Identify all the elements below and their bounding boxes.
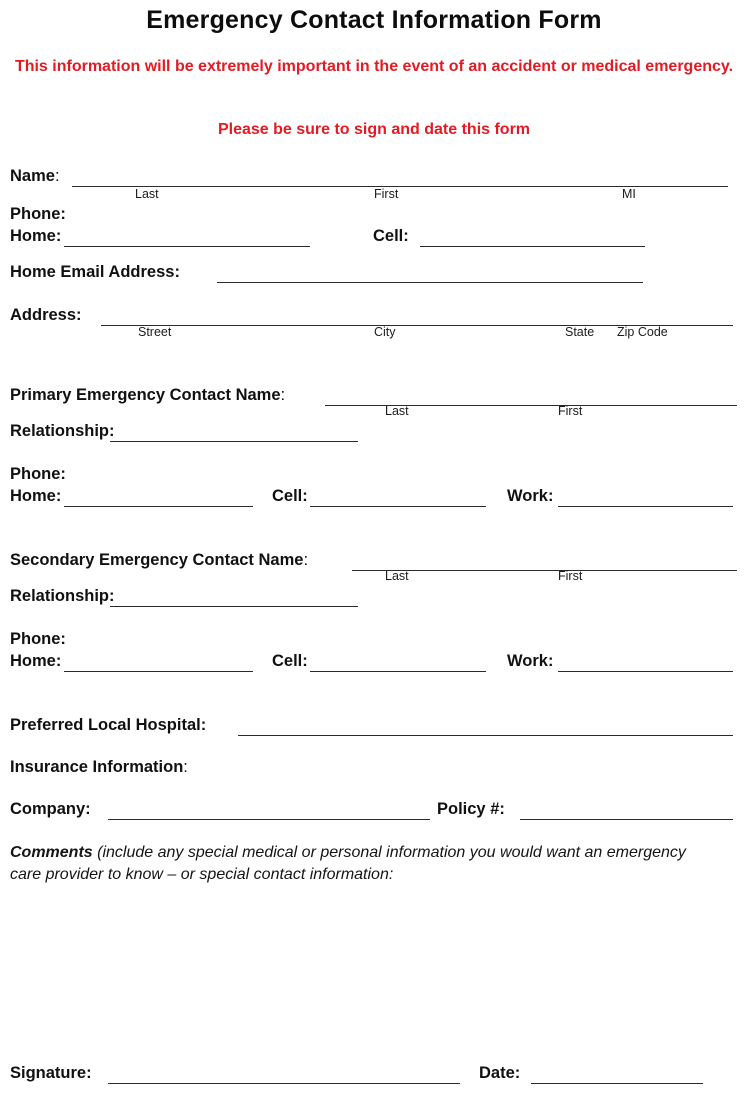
name-label-colon: : bbox=[54, 167, 60, 185]
secondary-contact-label-colon: : bbox=[303, 551, 309, 569]
secondary-cell-label: Cell: bbox=[272, 652, 308, 670]
email-field-line[interactable] bbox=[217, 262, 643, 283]
primary-contact-name-row bbox=[0, 385, 748, 406]
policy-field-line[interactable] bbox=[520, 799, 733, 820]
secondary-contact-name-row bbox=[0, 550, 748, 571]
primary-home-field-line[interactable] bbox=[64, 486, 253, 507]
warning-text: This information will be extremely important in the event of an accident or medical emergency. bbox=[14, 58, 734, 75]
address-row bbox=[0, 305, 748, 326]
policy-label: Policy #: bbox=[437, 800, 505, 818]
secondary-work-label: Work: bbox=[507, 652, 554, 670]
primary-cell-field-line[interactable] bbox=[310, 486, 486, 507]
primary-phone-header-row bbox=[0, 464, 748, 485]
primary-cell-label: Cell: bbox=[272, 487, 308, 505]
email-label: Home Email Address: bbox=[10, 263, 180, 281]
insurance-header-row bbox=[0, 757, 748, 778]
phone-header-row bbox=[0, 204, 748, 225]
address-sublabel-street: Street bbox=[138, 325, 172, 339]
address-sublabel-zip: Zip Code bbox=[617, 325, 668, 339]
secondary-work-field-line[interactable] bbox=[558, 651, 733, 672]
cell-phone-label: Cell: bbox=[373, 227, 409, 245]
home-phone-field-line[interactable] bbox=[64, 226, 310, 247]
date-field-line[interactable] bbox=[531, 1063, 703, 1084]
primary-relationship-label: Relationship: bbox=[10, 422, 115, 440]
secondary-contact-label-text: Secondary Emergency Contact Name bbox=[10, 551, 304, 569]
primary-home-label: Home: bbox=[10, 487, 62, 505]
company-label: Company: bbox=[10, 800, 91, 818]
secondary-contact-label bbox=[10, 550, 308, 571]
insurance-label-colon: : bbox=[183, 758, 188, 776]
email-row bbox=[0, 262, 748, 283]
phone-label: Phone: bbox=[10, 205, 66, 223]
secondary-relationship-label: Relationship: bbox=[10, 587, 115, 605]
insurance-company-row bbox=[0, 799, 748, 820]
primary-contact-label bbox=[10, 385, 285, 406]
home-phone-label: Home: bbox=[10, 227, 62, 245]
name-label-text: Name bbox=[10, 167, 55, 185]
primary-work-field-line[interactable] bbox=[558, 486, 733, 507]
name-sublabel-mi: MI bbox=[622, 187, 636, 201]
primary-relationship-field-line[interactable] bbox=[110, 421, 358, 442]
signature-row bbox=[0, 1063, 748, 1084]
address-field-line[interactable] bbox=[101, 305, 733, 326]
insurance-label bbox=[10, 757, 188, 778]
primary-contact-sublabel-row bbox=[0, 404, 748, 419]
address-sublabel-row bbox=[0, 325, 748, 340]
secondary-phone-numbers-row bbox=[0, 651, 748, 672]
cell-phone-field-line[interactable] bbox=[420, 226, 645, 247]
comments-instruction-text: (include any special medical or personal information you would want an emergency care provider to know – or special contact information: bbox=[10, 844, 686, 883]
hospital-label: Preferred Local Hospital: bbox=[10, 716, 207, 734]
secondary-relationship-row bbox=[0, 586, 748, 607]
secondary-home-field-line[interactable] bbox=[64, 651, 253, 672]
primary-contact-name-field-line[interactable] bbox=[325, 385, 737, 406]
primary-phone-numbers-row bbox=[0, 486, 748, 507]
secondary-phone-header-row bbox=[0, 629, 748, 650]
address-label: Address: bbox=[10, 306, 82, 324]
primary-contact-label-colon: : bbox=[280, 386, 286, 404]
primary-phone-label: Phone: bbox=[10, 465, 66, 483]
name-sublabel-row bbox=[0, 187, 748, 202]
secondary-relationship-field-line[interactable] bbox=[110, 586, 358, 607]
comments-instruction bbox=[10, 842, 700, 885]
secondary-sublabel-first: First bbox=[558, 569, 583, 583]
primary-contact-label-text: Primary Emergency Contact Name bbox=[10, 386, 281, 404]
insurance-label-text: Insurance Information bbox=[10, 758, 184, 776]
comments-label: Comments bbox=[10, 844, 93, 861]
form-title: Emergency Contact Information Form bbox=[146, 6, 602, 34]
name-label bbox=[10, 166, 60, 187]
primary-work-label: Work: bbox=[507, 487, 554, 505]
signature-field-line[interactable] bbox=[108, 1063, 460, 1084]
name-row bbox=[0, 166, 748, 187]
primary-relationship-row bbox=[0, 421, 748, 442]
secondary-home-label: Home: bbox=[10, 652, 62, 670]
hospital-row bbox=[0, 715, 748, 736]
date-label: Date: bbox=[479, 1064, 521, 1082]
hospital-field-line[interactable] bbox=[238, 715, 733, 736]
name-field-line[interactable] bbox=[72, 166, 728, 187]
sign-date-note: Please be sure to sign and date this form bbox=[217, 121, 531, 138]
secondary-contact-name-field-line[interactable] bbox=[352, 550, 737, 571]
secondary-contact-sublabel-row bbox=[0, 569, 748, 584]
name-sublabel-first: First bbox=[374, 187, 399, 201]
secondary-sublabel-last: Last bbox=[385, 569, 409, 583]
phone-home-cell-row bbox=[0, 226, 748, 247]
name-sublabel-last: Last bbox=[135, 187, 159, 201]
address-sublabel-state: State bbox=[565, 325, 595, 339]
address-sublabel-city: City bbox=[374, 325, 396, 339]
company-field-line[interactable] bbox=[108, 799, 430, 820]
secondary-phone-label: Phone: bbox=[10, 630, 66, 648]
secondary-cell-field-line[interactable] bbox=[310, 651, 486, 672]
primary-sublabel-last: Last bbox=[385, 404, 409, 418]
primary-sublabel-first: First bbox=[558, 404, 583, 418]
signature-label: Signature: bbox=[10, 1064, 92, 1082]
